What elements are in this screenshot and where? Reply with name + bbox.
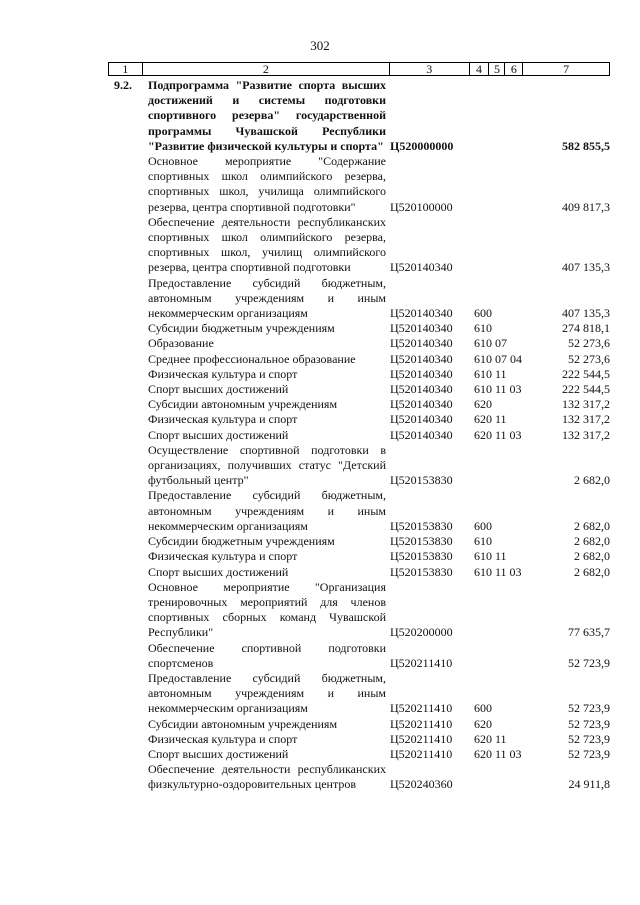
section-number: 9.2. <box>114 78 132 92</box>
row-code: Ц520000000 <box>390 138 454 153</box>
row-name: Предоставление субсидий бюджетным, автономным учреждениям и иным некоммерческим организациям <box>148 275 386 321</box>
row-group-codes: 610 <box>474 321 492 336</box>
row-name: Подпрограмма "Развитие спорта высших достижений и системы подготовки спортивного резерва" государственной программы Чувашской Республики "Развитие физической культуры и спорта" <box>148 78 386 153</box>
row-amount: 132 317,2 <box>562 397 610 412</box>
row-group-codes: 610 <box>474 534 492 549</box>
table-row <box>108 352 610 367</box>
table-row <box>108 428 610 443</box>
table-row <box>108 488 610 534</box>
row-group-codes: 620 11 <box>474 731 507 746</box>
row-amount: 52 723,9 <box>568 701 610 716</box>
table-row <box>108 641 610 671</box>
row-name: Субсидии автономным учреждениям <box>148 397 338 412</box>
header-col-4: 4 <box>470 63 490 75</box>
row-group-codes: 620 11 <box>474 412 507 427</box>
row-group-codes: 610 07 04 <box>474 351 522 366</box>
row-code: Ц520211410 <box>390 655 453 670</box>
row-amount: 52 273,6 <box>568 351 610 366</box>
header-col-5: 5 <box>489 63 505 75</box>
row-amount: 132 317,2 <box>562 412 610 427</box>
row-name: Физическая культура и спорт <box>148 549 298 564</box>
row-code: Ц520211410 <box>390 716 453 731</box>
row-code: Ц520200000 <box>390 625 453 640</box>
row-amount: 2 682,0 <box>574 549 610 564</box>
header-col-6: 6 <box>505 63 523 75</box>
row-amount: 409 817,3 <box>562 199 610 214</box>
table-row <box>108 534 610 549</box>
row-code: Ц520153830 <box>390 518 453 533</box>
row-name: Субсидии автономным учреждениям <box>148 716 338 731</box>
table-row <box>108 671 610 717</box>
row-amount: 274 818,1 <box>562 321 610 336</box>
row-amount: 582 855,5 <box>562 138 610 153</box>
row-amount: 2 682,0 <box>574 534 610 549</box>
table-row <box>108 732 610 747</box>
table-row <box>108 762 610 792</box>
row-amount: 2 682,0 <box>574 518 610 533</box>
table-body <box>108 78 610 793</box>
row-group-codes: 600 <box>474 306 492 321</box>
row-name: Физическая культура и спорт <box>148 366 298 381</box>
row-code: Ц520140340 <box>390 382 453 397</box>
row-code: Ц520140340 <box>390 397 453 412</box>
table-row <box>108 565 610 580</box>
row-amount: 2 682,0 <box>574 564 610 579</box>
row-name: Физическая культура и спорт <box>148 731 298 746</box>
table-row <box>108 78 610 154</box>
row-group-codes: 600 <box>474 701 492 716</box>
table-row <box>108 412 610 427</box>
table-row <box>108 321 610 336</box>
row-group-codes: 610 11 03 <box>474 564 522 579</box>
row-name: Субсидии бюджетным учреждениям <box>148 534 335 549</box>
table-row <box>108 747 610 762</box>
row-amount: 52 723,9 <box>568 655 610 670</box>
row-name: Основное мероприятие "Организация тренировочных мероприятий для членов спортивных сборных команд Чувашской Республики" <box>148 579 386 640</box>
table-row <box>108 549 610 564</box>
row-group-codes: 620 <box>474 397 492 412</box>
row-group-codes: 600 <box>474 518 492 533</box>
row-name: Осуществление спортивной подготовки в организациях, получивших статус "Детский футбольный центр" <box>148 442 386 488</box>
row-name: Предоставление субсидий бюджетным, автономным учреждениям и иным некоммерческим организациям <box>148 488 386 533</box>
table-row <box>108 276 610 322</box>
table-row <box>108 397 610 412</box>
row-amount: 2 682,0 <box>574 473 610 488</box>
row-amount: 52 723,9 <box>568 716 610 731</box>
row-amount: 407 135,3 <box>562 260 610 275</box>
row-amount: 222 544,5 <box>562 382 610 397</box>
row-code: Ц520211410 <box>390 746 453 761</box>
row-group-codes: 620 11 03 <box>474 427 522 442</box>
row-code: Ц520211410 <box>390 701 453 716</box>
row-name: Образование <box>148 336 214 351</box>
row-code: Ц520211410 <box>390 731 453 746</box>
row-group-codes: 610 11 03 <box>474 382 522 397</box>
page-number: 302 <box>310 38 330 53</box>
row-amount: 77 635,7 <box>568 625 610 640</box>
row-name: Обеспечение деятельности республиканских спортивных школ олимпийского резерва, спортивных школ, училищ олимпийского резерва, центра спортивной подготовки <box>148 214 386 275</box>
row-group-codes: 610 07 <box>474 336 507 351</box>
row-group-codes: 620 <box>474 716 492 731</box>
row-name: Предоставление субсидий бюджетным, автономным учреждениям и иным некоммерческим организациям <box>148 670 386 716</box>
table-header <box>108 62 610 76</box>
table-row <box>108 443 610 489</box>
row-code: Ц520153830 <box>390 549 453 564</box>
row-code: Ц520140340 <box>390 351 453 366</box>
row-code: Ц520100000 <box>390 199 453 214</box>
row-name: Обеспечение спортивной подготовки спортсменов <box>148 640 386 670</box>
row-amount: 52 273,6 <box>568 336 610 351</box>
row-code: Ц520140340 <box>390 412 453 427</box>
row-code: Ц520153830 <box>390 564 453 579</box>
row-code: Ц520153830 <box>390 473 453 488</box>
row-amount: 407 135,3 <box>562 306 610 321</box>
row-name: Обеспечение деятельности республиканских физкультурно-оздоровительных центров <box>148 762 386 792</box>
table-row <box>108 336 610 351</box>
row-code: Ц520140340 <box>390 366 453 381</box>
row-code: Ц520153830 <box>390 534 453 549</box>
row-name: Спорт высших достижений <box>148 746 289 761</box>
table-row <box>108 382 610 397</box>
row-name: Основное мероприятие "Содержание спортивных школ олимпийского резерва, спортивных школ, училища олимпийского резерва, центра спортивной подготовки" <box>148 154 386 214</box>
table-row <box>108 717 610 732</box>
row-amount: 132 317,2 <box>562 427 610 442</box>
row-name: Спорт высших достижений <box>148 382 289 397</box>
row-name: Физическая культура и спорт <box>148 412 298 427</box>
row-name: Спорт высших достижений <box>148 427 289 442</box>
row-code: Ц520240360 <box>390 777 453 792</box>
row-amount: 52 723,9 <box>568 731 610 746</box>
row-name: Спорт высших достижений <box>148 564 289 579</box>
row-code: Ц520140340 <box>390 427 453 442</box>
row-group-codes: 620 11 03 <box>474 746 522 761</box>
table-row <box>108 215 610 276</box>
row-name: Среднее профессиональное образование <box>148 351 356 366</box>
header-col-3: 3 <box>390 63 470 75</box>
header-col-2: 2 <box>143 63 390 75</box>
row-group-codes: 610 11 <box>474 366 507 381</box>
header-col-7: 7 <box>563 62 570 76</box>
row-amount: 222 544,5 <box>562 366 610 381</box>
row-name: Субсидии бюджетным учреждениям <box>148 321 335 336</box>
row-code: Ц520140340 <box>390 321 453 336</box>
row-code: Ц520140340 <box>390 260 453 275</box>
table-row <box>108 580 610 641</box>
row-amount: 24 911,8 <box>568 777 610 792</box>
budget-table <box>108 62 610 792</box>
table-row <box>108 154 610 215</box>
header-col-1: 1 <box>109 63 143 75</box>
row-group-codes: 610 11 <box>474 549 507 564</box>
table-row <box>108 367 610 382</box>
row-code: Ц520140340 <box>390 306 453 321</box>
row-code: Ц520140340 <box>390 336 453 351</box>
row-amount: 52 723,9 <box>568 746 610 761</box>
